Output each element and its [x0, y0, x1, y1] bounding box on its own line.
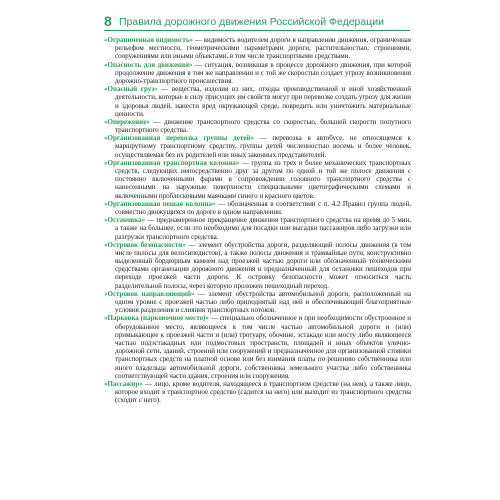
definition-text: — перевозка в автобусе, не относящемся к маршрутному транспортному средству, группы детей численностью восемь и более человек, осуществляемая без их родителей или иных законных представителей.	[115, 134, 411, 159]
definition-item	[104, 200, 411, 216]
definition-item	[104, 380, 411, 405]
definition-term: «Остановка»	[104, 216, 146, 225]
page-header	[0, 0, 500, 32]
definition-text: — элемент обустройства автомобильной дороги, расположенный на одном уровне с проезжей частью либо приподнятый над ней и обеспечивающий благоприятные условия разделения и слияния транспортных потоков.	[115, 289, 412, 315]
definition-term: «Парковка (парковочное место)»	[104, 314, 209, 323]
definition-item	[104, 241, 411, 290]
definition-text: — специально обозначенное и при необходимости обустроенное и оборудованное место, являющееся в том числе частью автомобильной дороги и (или) примыкающее к проезжей части и (или) тротуару, обочине, эстакаде или мосту либо являющееся частью подэстакадных или подмостовых пространств, площадей и иных объектов улично-дорожной сети, зданий, строений или сооружений и предназначенное для организованной стоянки транспортных средств на платной основе или без взимания платы по решению собственника или иного владельца автомобильной дороги, собственника земельного участка либо собственника соответствующей части здания, строения или сооружения.	[115, 314, 411, 380]
definition-term: «Опасный груз»	[104, 85, 158, 94]
definition-term: «Ограниченная видимость»	[104, 36, 194, 44]
definition-item	[104, 216, 411, 241]
definition-item	[104, 36, 411, 61]
definition-text: — группа из трех и более механических транспортных средств, следующих непосредственно друг за другом по одной и той же полосе движения с постоянно включенными фарами в сопровождении головного транспортного средства с нанесенными на наружные поверхности специальными цветографическими схемами и включенными проблесковыми маячками синего и красного цветов.	[115, 158, 412, 200]
definition-term: «Организованная перевозка группы детей»	[104, 134, 254, 143]
definition-term: «Организованная транспортная колонна»	[104, 158, 240, 167]
definition-text: — обозначенная в соответствии с п. 4.2 Правил группа людей, совместно движущихся по дороге в одном направлении.	[115, 199, 411, 216]
definition-item	[104, 85, 411, 118]
definition-text: — элемент обустройства дороги, разделяющий полосы движения (в том числе полосы для велосипедистов), а также полосы движения и трамвайные пути, конструктивно выделенный бордюрным камнем над проезжей частью дороги или обозначенный техническими средствами организации дорожного движения и предназначенный для остановки пешеходов при переходе проезжей части дороги. К островку безопасности может относиться часть разделительной полосы, через которую проложен пешеходный переход.	[115, 240, 412, 290]
definition-text: — ситуация, возникшая в процессе дорожного движения, при которой продолжение движения в том же направлении и с той же скоростью создает угрозу возникновения дорожно-транспортного происшествия.	[115, 60, 411, 85]
running-title: Правила дорожного движения Российской Федерации	[119, 16, 384, 28]
definition-item	[104, 118, 411, 134]
definition-item	[104, 134, 411, 159]
definition-term: «Опасность для движения»	[104, 60, 193, 69]
header-rule	[104, 30, 410, 31]
definition-item	[104, 159, 411, 200]
definition-term: «Островок направляющий»	[104, 289, 195, 298]
definition-text: — лицо, кроме водителя, находящееся в транспортном средстве (на нем), а также лицо, которое входит в транспортное средство (садится на него) или выходит из транспортного средства (сходит с него).	[115, 379, 411, 405]
definition-term: «Островок безопасности»	[104, 240, 186, 249]
definition-term: «Опережение»	[104, 117, 150, 126]
definition-text: — видимость водителем дороги в направлении движения, ограниченная рельефом местности, геометрическими параметрами дороги, растительностью, строениями, сооружениями или иными объектами, в том числе транспортными средствами.	[115, 36, 411, 61]
definition-item	[104, 290, 411, 315]
definitions-list	[104, 36, 411, 404]
definition-text: — преднамеренное прекращение движения транспортного средства на время до 5 мин, а также на большее, если это необходимо для посадки или высадки пассажиров либо загрузки или разгрузки транспортного средства.	[115, 216, 411, 241]
definition-item	[104, 61, 411, 86]
definition-term: «Организованная пешая колонна»	[104, 199, 216, 208]
definition-text: — движение транспортного средства со скоростью, большей скорости попутного транспортного средства.	[115, 117, 411, 135]
definition-item	[104, 314, 411, 380]
definition-term: «Пассажир»	[104, 379, 143, 388]
page-number: 8	[104, 13, 112, 29]
definition-text: — вещества, изделия из них, отходы производственной и иной хозяйственной деятельности, которые в силу присущих им свойств могут при перевозке создать угрозу для жизни и здоровья людей, нанести вред окружающей среде, повредить или уничтожить материальные ценности.	[115, 85, 411, 118]
